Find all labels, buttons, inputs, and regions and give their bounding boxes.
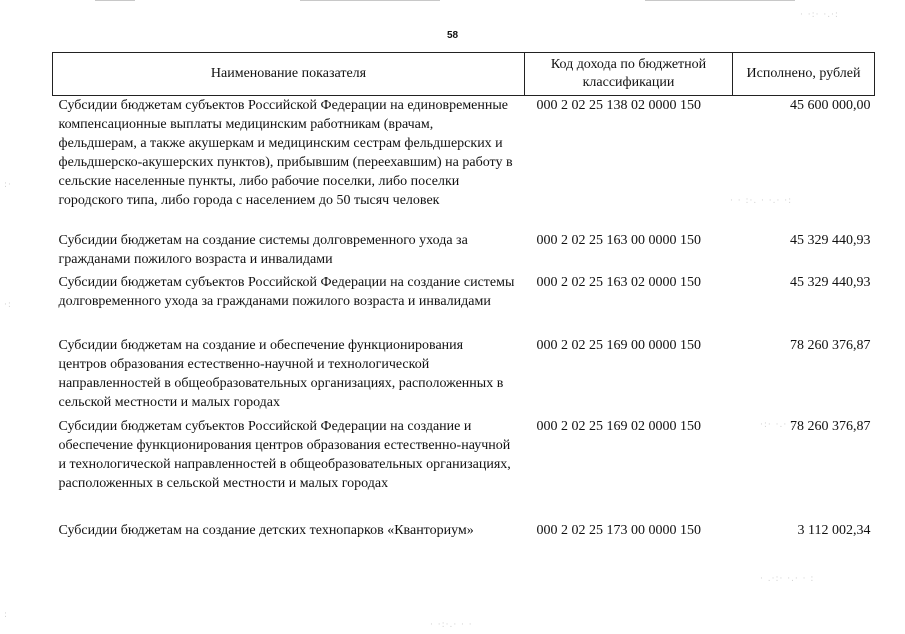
scan-noise: · · :·. · ·.· ·:	[730, 196, 793, 206]
scan-noise: :	[4, 610, 9, 620]
row-executed-amount: 3 112 002,34	[797, 522, 871, 538]
row-indicator-name: Субсидии бюджетам на создание и обеспечение функционирования центров образования естественно-научной и технологической направленностей в общеобразовательных организациях, расположенных в сельской местности и малых городах	[58, 337, 504, 410]
scan-noise: · .·:· ·.· · :	[760, 574, 815, 584]
scan-noise: · ·:·.· · ·	[430, 620, 473, 630]
row-budget-code: 000 2 02 25 138 02 0000 150	[536, 98, 701, 113]
row-indicator-name: Субсидии бюджетам субъектов Российской Федерации на создание системы долговременного ухода за гражданами пожилого возраста и инвалидами	[58, 274, 515, 309]
budget-revenue-table	[52, 52, 875, 545]
row-executed-amount: 78 260 376,87	[790, 418, 871, 434]
row-indicator-name: Субсидии бюджетам на создание детских технопарков «Кванториум»	[58, 522, 474, 538]
row-indicator-name: Субсидии бюджетам на создание системы долговременного ухода за гражданами пожилого возраста и инвалидами	[58, 232, 468, 267]
row-executed-amount: 45 600 000,00	[790, 98, 871, 113]
table-row	[53, 336, 875, 417]
scan-noise: ·:	[4, 300, 12, 310]
scan-noise: ·:· ·.· :	[760, 420, 796, 430]
row-indicator-name: Субсидии бюджетам субъектов Российской Федерации на единовременные компенсационные выплаты медицинским работникам (врачам, фельдшерам, а также акушеркам и медицинским сестрам фельдшерских и фельдшерско-акушерских пунктов), прибывшим (переехавшим) на работу в сельские населенные пункты, либо рабочие поселки, либо поселки городского типа, либо города с населением до 50 тысяч человек	[58, 98, 513, 208]
row-budget-code: 000 2 02 25 163 00 0000 150	[536, 232, 701, 248]
row-budget-code: 000 2 02 25 169 00 0000 150	[536, 337, 701, 353]
row-budget-code: 000 2 02 25 163 02 0000 150	[536, 274, 701, 290]
row-indicator-name: Субсидии бюджетам субъектов Российской Федерации на создание и обеспечение функционирования центров образования естественно-научной и технологической направленностей в общеобразовательных организациях, расположенных в сельской местности и малых городах	[58, 418, 511, 491]
table-header-row	[53, 53, 875, 96]
table-row	[53, 231, 875, 273]
scan-edge-line	[95, 0, 135, 1]
scan-edge-line	[300, 0, 440, 1]
header-executed-amount: Исполнено, рублей	[733, 53, 875, 96]
row-executed-amount: 78 260 376,87	[790, 337, 871, 353]
header-indicator-name: Наименование показателя	[53, 53, 525, 96]
table-row	[53, 96, 875, 231]
scan-noise: :·	[4, 180, 12, 190]
row-budget-code: 000 2 02 25 169 02 0000 150	[536, 418, 701, 434]
scan-edge-line	[645, 0, 795, 1]
page-number: 58	[446, 30, 459, 41]
row-budget-code: 000 2 02 25 173 00 0000 150	[536, 522, 701, 538]
scan-noise: · ·:· ·.·:	[800, 10, 839, 20]
row-executed-amount: 45 329 440,93	[790, 274, 871, 290]
row-executed-amount: 45 329 440,93	[790, 232, 871, 248]
header-budget-code: Код дохода по бюджетной классификации	[525, 53, 733, 96]
table-row	[53, 273, 875, 336]
table-row	[53, 417, 875, 521]
table-row	[53, 521, 875, 545]
